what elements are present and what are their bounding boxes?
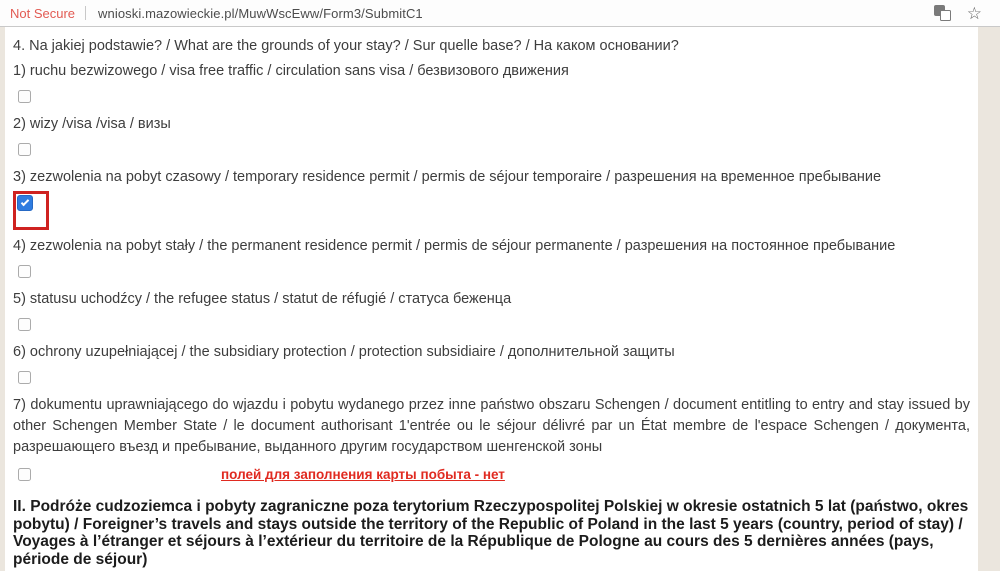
checkbox-unchecked[interactable] — [18, 90, 31, 103]
checkbox-row — [18, 316, 970, 332]
bookmark-star-icon[interactable]: ☆ — [966, 3, 982, 23]
checkbox-unchecked[interactable] — [18, 318, 31, 331]
section-ii-heading: II. Podróże cudzoziemca i pobyty zagraniczne poza terytorium Rzeczypospolitej Polskiej w okresie ostatnich 5 lat (państwo, okres pobytu) / Foreigner’s travels and stays outside the territory of the Republic of Poland in the last 5 years (country, period of stay) / Voyages à l’étranger et séjours à l’extérieur du territoire de la République de Pologne au cours des 5 dernières années (pays, période de séjour) — [13, 498, 969, 568]
option-label: 6) ochrony uzupełniającej / the subsidiary protection / protection subsidiaire / дополнительной защиты — [13, 344, 675, 360]
checkbox-unchecked[interactable] — [18, 371, 31, 384]
checkbox-row — [18, 369, 970, 385]
checkbox-row — [18, 141, 970, 157]
not-secure-label: Not Secure — [10, 5, 76, 21]
checkbox-unchecked[interactable] — [18, 143, 31, 156]
checkbox-row — [18, 191, 970, 230]
form-content — [5, 27, 978, 571]
options-list — [13, 61, 970, 485]
url-text[interactable]: wnioski.mazowieckie.pl/MuwWscEww/Form3/SubmitC1 — [98, 5, 423, 21]
option-label: 2) wizy /visa /visa / визы — [13, 116, 171, 132]
red-note-link[interactable]: полей для заполнения карты побыта - нет — [221, 467, 505, 482]
page-background — [0, 27, 1000, 571]
checkmark-icon — [21, 197, 29, 205]
browser-address-bar[interactable] — [0, 0, 1000, 27]
question-heading: 4. Na jakiej podstawie? / What are the grounds of your stay? / Sur quelle base? / На каком основании? — [13, 38, 679, 54]
checkbox-checked[interactable] — [17, 195, 33, 211]
option-label: 7) dokumentu uprawniającego do wjazdu i pobytu wydanego przez inne państwo obszaru Schengen / document entitling to entry and stay issued by other Schengen Member State / le document authorisant 1'entrée ou le séjour délivré par un État membre de l'espace Schengen / документа, разрешающего въезд и пребывание, выданного другим государством шенгенской зоны — [13, 397, 970, 455]
checkbox-unchecked[interactable] — [18, 265, 31, 278]
option-label: 3) zezwolenia na pobyt czasowy / temporary residence permit / permis de séjour temporaire / разрешения на временное пребывание — [13, 169, 882, 185]
checkbox-row — [18, 464, 970, 485]
option-label: 5) statusu uchodźcy / the refugee status / statut de réfugié / статуса беженца — [13, 291, 512, 307]
option-label: 1) ruchu bezwizowego / visa free traffic / circulation sans visa / безвизового движения — [13, 63, 569, 79]
option-label: 4) zezwolenia na pobyt stały / the permanent residence permit / permis de séjour permanente / разрешения на постоянное пребывание — [13, 238, 896, 254]
checkbox-row — [18, 263, 970, 279]
red-highlight-box — [13, 191, 49, 230]
checkbox-row — [18, 88, 970, 104]
translate-icon[interactable] — [934, 5, 951, 21]
address-bar-divider — [85, 6, 86, 20]
checkbox-unchecked[interactable] — [18, 468, 31, 481]
